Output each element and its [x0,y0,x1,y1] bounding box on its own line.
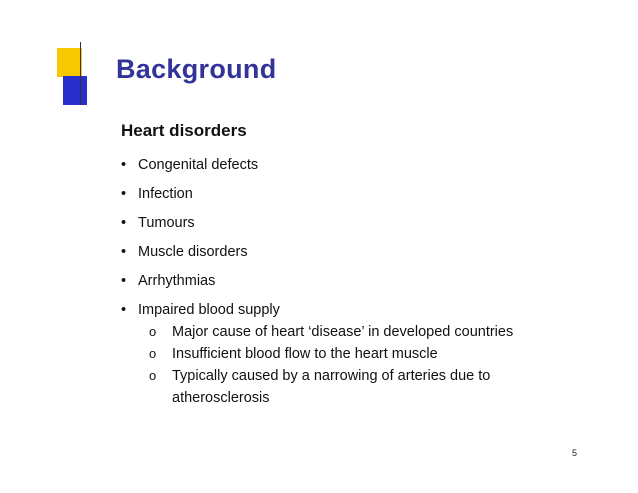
decorative-blue-square [63,76,87,105]
sub-bullet-list [149,321,552,409]
bullet-item [121,151,280,180]
bullet-text: Tumours [138,215,195,231]
sub-bullet-text: Typically caused by a narrowing of arteries due to atherosclerosis [172,368,491,406]
sub-bullet-marker: o [149,346,157,361]
bullet-marker: • [121,186,127,202]
sub-bullet-item [149,343,552,365]
sub-bullet-text: Insufficient blood flow to the heart muscle [172,346,438,362]
bullet-text: Muscle disorders [138,244,248,260]
bullet-list [121,151,280,325]
sub-bullet-item [149,365,552,409]
decorative-yellow-square [57,48,82,77]
bullet-item [121,238,280,267]
bullet-text: Impaired blood supply [138,302,280,318]
bullet-item [121,180,280,209]
section-subheading: Heart disorders [121,121,247,140]
decorative-vertical-line [80,42,81,105]
bullet-item [121,209,280,238]
bullet-marker: • [121,273,127,289]
bullet-marker: • [121,215,127,231]
sub-bullet-marker: o [149,368,157,383]
bullet-text: Infection [138,186,193,202]
bullet-marker: • [121,302,127,318]
bullet-text: Arrhythmias [138,273,216,289]
bullet-text: Congenital defects [138,157,259,173]
bullet-marker: • [121,244,127,260]
page-number: 5 [572,448,578,458]
bullet-marker: • [121,157,127,173]
slide-title: Background [116,54,277,84]
sub-bullet-text: Major cause of heart ‘disease’ in developed countries [172,324,514,340]
sub-bullet-item [149,321,552,343]
sub-bullet-marker: o [149,324,157,339]
bullet-item [121,267,280,296]
